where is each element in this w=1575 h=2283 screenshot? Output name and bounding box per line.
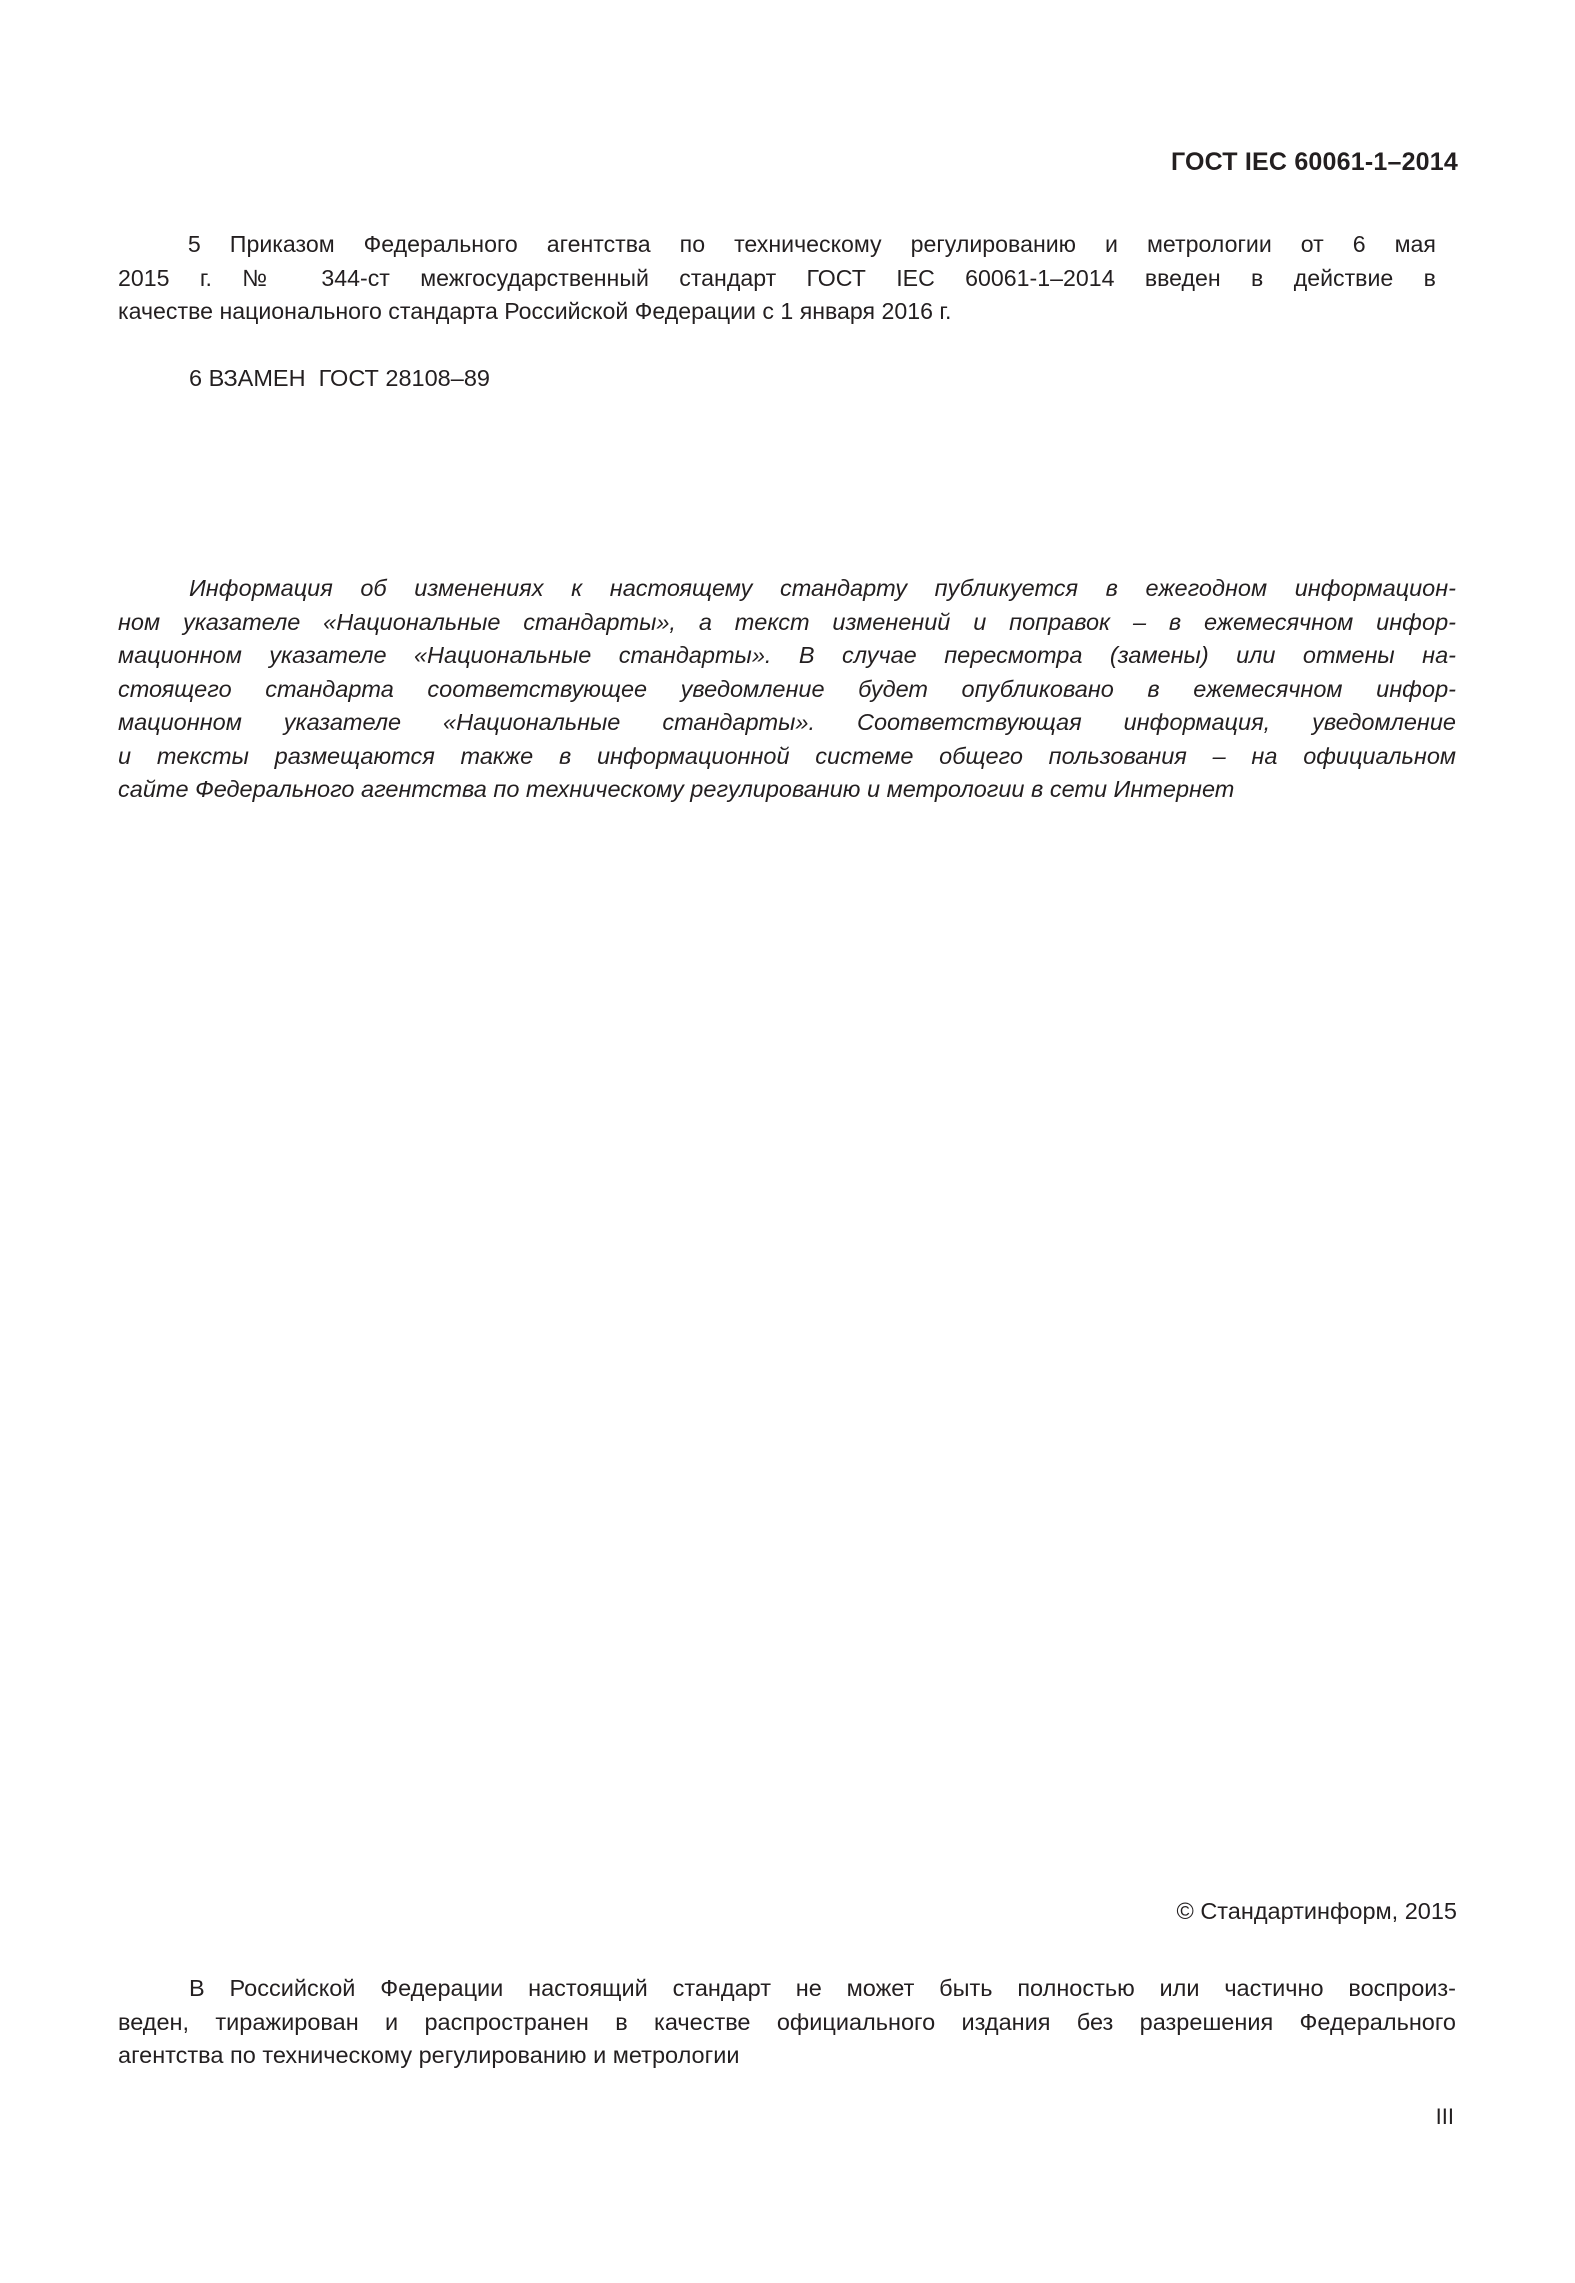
- info-line: сайте Федерального агентства по техническому регулированию и метрологии в сети Интернет: [118, 776, 1235, 802]
- info-line: стоящего стандарта соответствующее уведомление будет опубликовано в ежемесячном инфор-: [118, 675, 1456, 702]
- info-line: мационном указателе «Национальные стандарты». В случае пересмотра (замены) или отмены на-: [118, 642, 1456, 668]
- paragraph-5-line: качестве национального стандарта Российской Федерации с 1 января 2016 г.: [118, 298, 952, 324]
- notice-line: агентства по техническому регулированию и метрологии: [118, 2042, 740, 2068]
- page-number: III: [1435, 2104, 1454, 2129]
- reproduction-notice: [118, 1972, 1456, 2073]
- info-line: Информация об изменениях к настоящему стандарту публикуется в ежегодном информацион-: [189, 575, 1456, 601]
- info-line: мационном указателе «Национальные стандарты». Соответствующая информация, уведомление: [118, 709, 1456, 735]
- copyright-notice: © Стандартинформ, 2015: [1176, 1898, 1457, 1924]
- notice-line: веден, тиражирован и распространен в качестве официального издания без разрешения Федерального: [118, 2008, 1456, 2035]
- paragraph-5-order: [118, 228, 1436, 329]
- info-line: ном указателе «Национальные стандарты», а текст изменений и поправок – в ежемесячном инфор-: [118, 608, 1456, 635]
- paragraph-5-line: 5 Приказом Федерального агентства по техническому регулированию и метрологии от 6 мая: [187, 231, 1436, 257]
- paragraph-6-replaces: [118, 362, 1456, 396]
- standard-designation-header: ГОСТ IEC 60061-1–2014: [1170, 148, 1458, 176]
- notice-line: В Российской Федерации настоящий стандарт не может быть полностью или частично воспроиз-: [189, 1975, 1456, 2001]
- paragraph-5-line: 2015 г. № 344-ст межгосударственный стандарт ГОСТ IEC 60061-1–2014 введен в действие в: [118, 264, 1436, 291]
- amendments-info-block: [118, 572, 1456, 807]
- info-line: и тексты размещаются также в информационной системе общего пользования – на официальном: [118, 742, 1456, 769]
- paragraph-6-text: 6 ВЗАМЕН ГОСТ 28108–89: [189, 365, 490, 391]
